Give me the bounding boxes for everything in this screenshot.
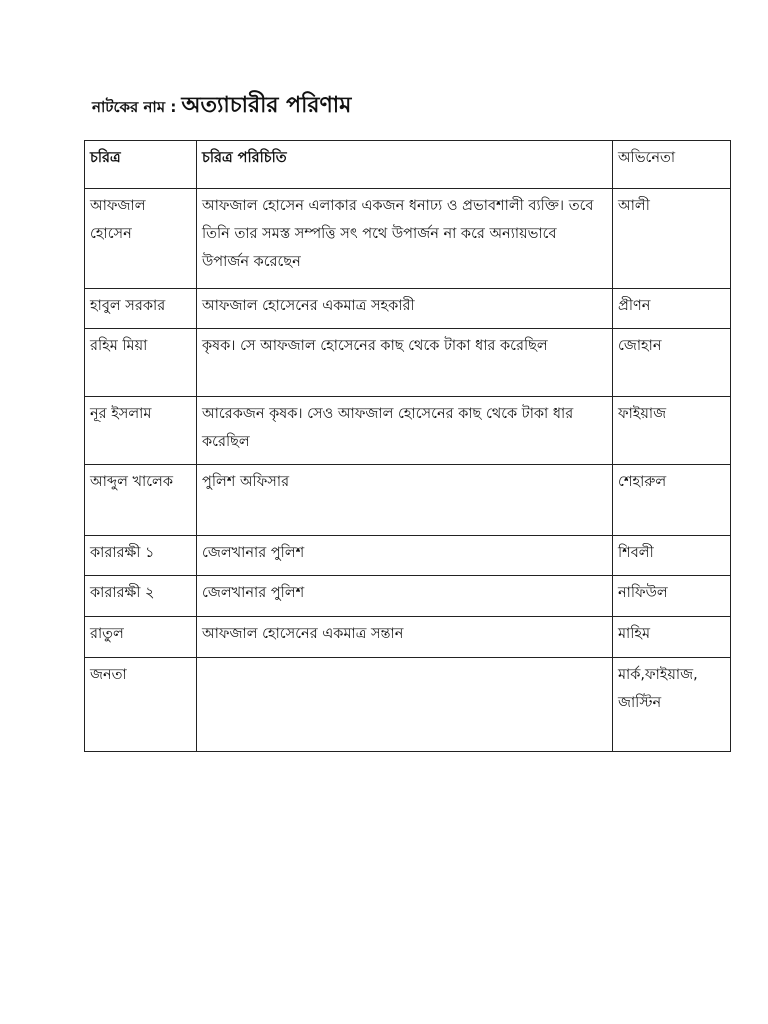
- table-row: [85, 289, 731, 329]
- cell-description: জেলখানার পুলিশ: [197, 576, 613, 617]
- table-row: [85, 329, 731, 397]
- cell-description: পুলিশ অফিসার: [197, 465, 613, 536]
- cell-actor: মাহিম: [613, 617, 731, 658]
- cell-description: আরেকজন কৃষক। সেও আফজাল হোসেনের কাছ থেকে টাকা ধার করেছিল: [197, 397, 613, 465]
- cell-character: কারারক্ষী ২: [85, 576, 197, 617]
- cell-actor: মার্ক,ফাইয়াজ, জাস্টিন: [613, 658, 731, 752]
- cell-character: হাবুল সরকার: [85, 289, 197, 329]
- header-actor: অভিনেতা: [613, 141, 731, 189]
- cell-character: নূর ইসলাম: [85, 397, 197, 465]
- cell-description: আফজাল হোসেন এলাকার একজন ধনাঢ্য ও প্রভাবশালী ব্যক্তি। তবে তিনি তার সমস্ত সম্পত্তি সৎ পথে উপার্জন না করে অন্যায়ভাবে উপার্জন করেছেন: [197, 189, 613, 289]
- cell-character: রাতুল: [85, 617, 197, 658]
- table-row: [85, 397, 731, 465]
- table-row: [85, 658, 731, 752]
- table-header-row: [85, 141, 731, 189]
- table-row: [85, 617, 731, 658]
- cell-description: জেলখানার পুলিশ: [197, 536, 613, 576]
- cell-description: [197, 658, 613, 752]
- cell-character: জনতা: [85, 658, 197, 752]
- cell-character: রহিম মিয়া: [85, 329, 197, 397]
- cell-description: আফজাল হোসেনের একমাত্র সহকারী: [197, 289, 613, 329]
- cell-actor: শিবলী: [613, 536, 731, 576]
- table-row: [85, 189, 731, 289]
- table-row: [85, 536, 731, 576]
- cast-table: [84, 140, 731, 752]
- cell-description: কৃষক। সে আফজাল হোসেনের কাছ থেকে টাকা ধার করেছিল: [197, 329, 613, 397]
- cell-actor: শেহারুল: [613, 465, 731, 536]
- cell-actor: প্রীণন: [613, 289, 731, 329]
- cell-actor: ফাইয়াজ: [613, 397, 731, 465]
- cell-character: আব্দুল খালেক: [85, 465, 197, 536]
- play-title-value: অত্যাচারীর পরিণাম: [181, 93, 352, 118]
- cell-description: আফজাল হোসেনের একমাত্র সন্তান: [197, 617, 613, 658]
- cell-actor: জোহান: [613, 329, 731, 397]
- play-title-label: নাটকের নাম :: [92, 98, 177, 116]
- cell-character: কারারক্ষী ১: [85, 536, 197, 576]
- cell-actor: নাফিউল: [613, 576, 731, 617]
- header-character: চরিত্র: [85, 141, 197, 189]
- header-description: চরিত্র পরিচিতি: [197, 141, 613, 189]
- table-row: [85, 465, 731, 536]
- cell-character: আফজাল হোসেন: [85, 189, 197, 289]
- play-title: [92, 88, 351, 125]
- cell-actor: আলী: [613, 189, 731, 289]
- table-row: [85, 576, 731, 617]
